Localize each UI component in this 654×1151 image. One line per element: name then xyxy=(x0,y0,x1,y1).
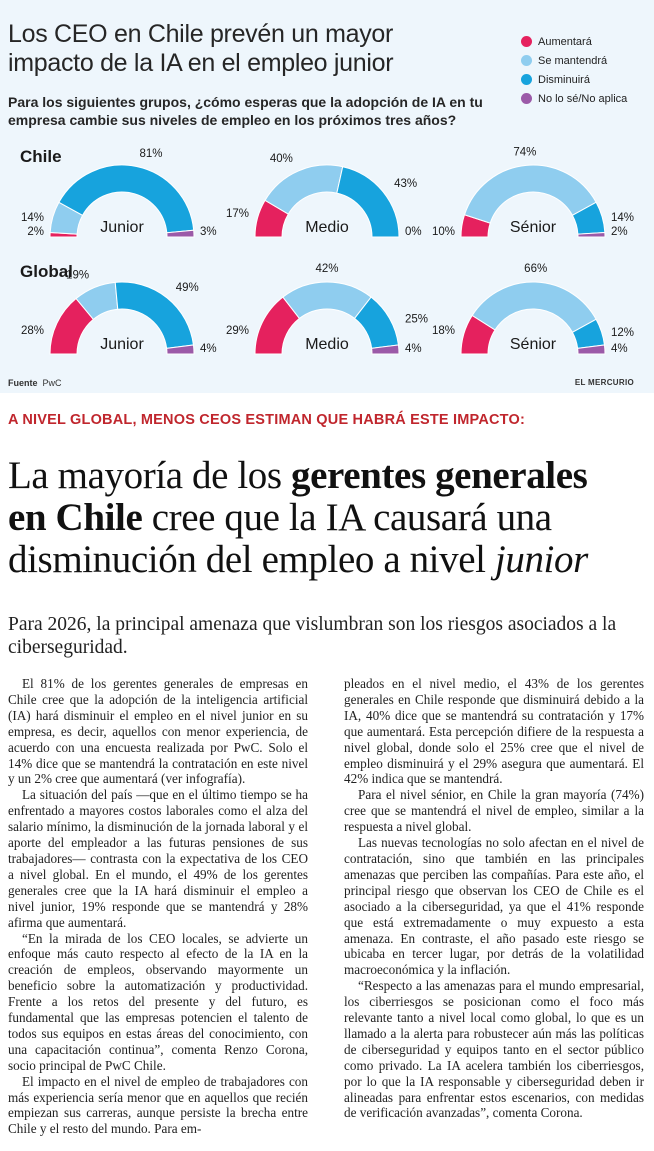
paragraph: Para el nivel sénior, en Chile la gran mayoría (74%) cree que se mantendrá el nivel de empleo, similar a la respuesta a nivel global. xyxy=(344,787,644,835)
data-label: 4% xyxy=(611,343,628,355)
legend-item-no-lo-se: No lo sé/No aplica xyxy=(521,89,627,108)
article-column-2 xyxy=(344,676,644,1121)
legend-dot-icon xyxy=(521,55,532,66)
category-label: Medio xyxy=(305,219,349,236)
infographic-subtitle: Para los siguientes grupos, ¿cómo esperas que la adopción de IA en tu empresa cambie sus niveles de empleo en los próximos tres años? xyxy=(8,94,483,128)
data-label: 66% xyxy=(524,263,548,276)
data-label: 81% xyxy=(139,147,163,160)
data-label: 4% xyxy=(200,343,217,355)
data-label: 0% xyxy=(405,226,422,238)
legend-item-disminuira: Disminuirá xyxy=(521,70,627,89)
paragraph: pleados en el nivel medio, el 43% de los gerentes generales en Chile responde que disminuirá debido a la IA, 40% dice que se mantendrá su contratación y 17% que aumentará. Esta percepción difiere de la respuesta a nivel global, donde solo el 25% cree que el nivel de empleo disminuirá y el 29% asegura que aumentará. El 42% indica que se mantendrá. xyxy=(344,676,644,787)
headline: La mayoría de los gerentes generales en Chile cree que la IA causará una disminución del empleo a nivel junior xyxy=(8,454,588,581)
legend-dot-icon xyxy=(521,93,532,104)
infographic-title: Los CEO en Chile prevén un mayor impacto de la IA en el empleo junior xyxy=(8,20,394,77)
data-label: 42% xyxy=(315,263,339,275)
data-label: 3% xyxy=(200,226,217,238)
masthead: EL MERCURIO xyxy=(574,378,634,387)
row-label-chile: Chile xyxy=(20,147,62,166)
data-label: 14% xyxy=(20,211,44,224)
legend xyxy=(521,32,627,108)
paragraph: “En la mirada de los CEO locales, se advierte un enfoque más cauto respecto al efecto de la IA en la creación de empleos, observando mayormente un beneficio sobre la automatización y productividad. Frente a los retos del presente y del futuro, es fundamental que las empresas potencien el talento de todos sus equipos en estas áreas del conocimiento, con una capacitación continua”, comenta Renzo Corona, socio principal de PwC Chile. xyxy=(8,930,308,1073)
donut-segment-global-sénior-1 xyxy=(472,282,596,332)
category-label: Medio xyxy=(305,336,349,353)
legend-item-aumentara: Aumentará xyxy=(521,32,627,51)
donut-segment-global-medio-1 xyxy=(283,282,371,318)
paragraph: Las nuevas tecnologías no solo afectan en el nivel de contratación, sino que también en las principales amenazas que perciben las compañías. Para este año, el principal riesgo que observan los CEO de Chile es el asociado a la ciberseguridad, ya que el 41% responde que está extremadamente o muy expuesto a esta amenaza. En contraste, el año pasado este riesgo se ubicaba en tercer lugar, por detrás de la volatilidad macroeconómica y la inflación. xyxy=(344,835,644,978)
data-label: 29% xyxy=(225,325,249,337)
data-label: 14% xyxy=(611,211,635,224)
bajada: Para 2026, la principal amenaza que vislumbran son los riesgos asociados a la ciberseguridad. xyxy=(8,614,617,658)
kicker: A NIVEL GLOBAL, MENOS CEOS ESTIMAN QUE HABRÁ ESTE IMPACTO: xyxy=(8,412,525,428)
data-label: 2% xyxy=(611,226,628,238)
data-label: 43% xyxy=(394,178,418,191)
paragraph: El 81% de los gerentes generales de empresas en Chile cree que la adopción de la inteligencia artificial (IA) hará disminuir el empleo en el nivel junior en su empresa, es decir, aquellos con menor experiencia, de acuerdo con una encuesta realizada por PwC. Solo el 14% dice que se mantendrá la contratación en este nivel y un 2% cree que aumentará (ver infografía). xyxy=(8,676,308,787)
data-label: 25% xyxy=(405,313,429,326)
data-label: 2% xyxy=(27,226,44,238)
data-label: 18% xyxy=(431,325,455,337)
legend-dot-icon xyxy=(521,74,532,85)
data-label: 19% xyxy=(66,269,90,282)
legend-item-se-mantendra: Se mantendrá xyxy=(521,51,627,70)
data-label: 40% xyxy=(269,153,293,166)
paragraph: El impacto en el nivel de empleo de trabajadores con más experiencia sería menor que en aquellos que recién empiezan sus carreras, aunque persiste la brecha entre Chile y el resto del mundo. Para em- xyxy=(8,1073,308,1137)
legend-dot-icon xyxy=(521,36,532,47)
data-label: 49% xyxy=(175,281,199,294)
category-label: Sénior xyxy=(509,219,557,236)
infographic xyxy=(0,0,654,393)
category-label: Sénior xyxy=(509,336,557,353)
paragraph: “Respecto a las amenazas para el mundo empresarial, los ciberriesgos se posicionan como el foco más relevante tanto a nivel local como global, lo que es un llamado a la alerta para robustecer aún más las políticas de ciberseguridad y equipos tanto en el sector público como privado. La IA acelera también los ciberriesgos, por lo que la IA responsable y ciberseguridad deben ir alineadas para enfrentar estos escenarios, con medidas de verificación avanzadas”, comenta Corona. xyxy=(344,978,644,1121)
donut-segment-chile-medio-1 xyxy=(265,165,343,214)
category-label: Junior xyxy=(100,336,144,353)
data-label: 28% xyxy=(20,325,44,337)
data-label: 10% xyxy=(431,226,455,238)
row-label-global: Global xyxy=(20,262,73,281)
article-column-1 xyxy=(8,676,308,1137)
data-label: 4% xyxy=(405,343,422,355)
data-label: 17% xyxy=(225,208,249,220)
category-label: Junior xyxy=(100,219,144,236)
source: Fuente PwC xyxy=(8,378,62,388)
paragraph: La situación del país —que en el último tiempo se ha enfrentado a mayores costos laborales como el alza del salario mínimo, la disminución de la jornada laboral y el aporte del empleador a las futuras pensiones de sus trabajadores— contrasta con la expectativa de los CEO a nivel global. En el mundo, el 49% de los gerentes generales cree que la IA hará disminuir el empleo a nivel junior, 19% responde que se mantendrá y 28% afirma que aumentará. xyxy=(8,787,308,930)
data-label: 74% xyxy=(513,146,537,159)
donut-charts xyxy=(0,140,654,370)
data-label: 12% xyxy=(611,326,635,339)
